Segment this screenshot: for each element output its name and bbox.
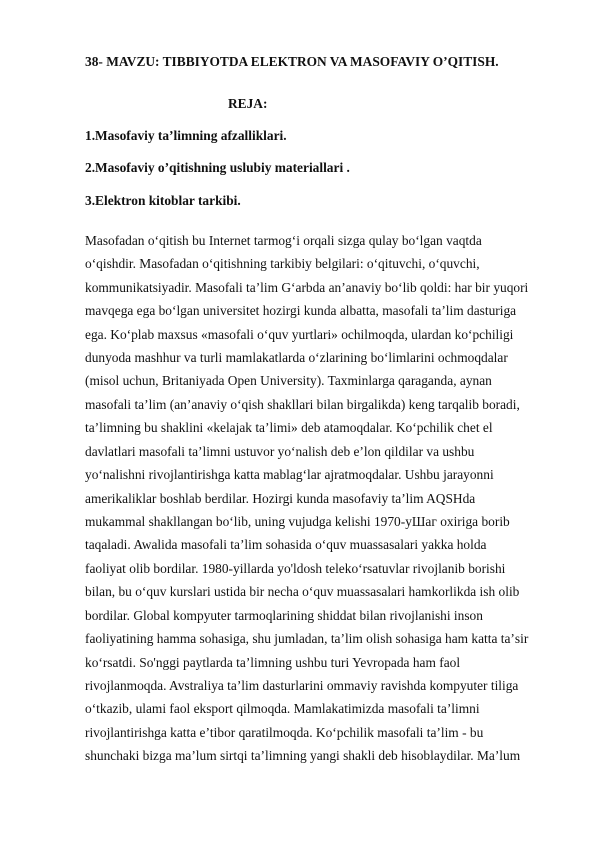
plan-item-2: 2.Masofaviy o’qitishning uslubiy materiallari . (85, 160, 350, 175)
body-line: dunyoda mashhur va turli mamlakatlarda oʻzlarining boʻlimlarini ochmoqdalar (85, 350, 508, 365)
body-line: bordilar. Global kompyuter tarmoqlarining shiddat bilan rivojlanishi inson (85, 608, 483, 623)
body-line: shunchaki bizga maʼlum sirtqi taʼlimning yangi shakli deb hisoblaydilar. Maʼlum (85, 748, 521, 763)
body-line: davlatlari masofali taʼlimni ustuvor yoʻnalish deb eʼlon qildilar va ushbu (85, 444, 475, 459)
body-line: koʻrsatdi. So'nggi paytlarda taʼlimning ushbu turi Yevropada ham faol (85, 655, 461, 670)
plan-item-3: 3.Elektron kitoblar tarkibi. (85, 193, 241, 208)
body-line: ega. Koʻplab maxsus «masofali oʻquv yurtlari» ochilmoqda, ulardan koʻpchiligi (85, 327, 514, 342)
body-line: rivojlantirishga katta eʼtibor qaratilmoqda. Koʻpchilik masofali taʼlim - bu (85, 725, 484, 740)
body-line: (misol uchun, Britaniyada Open University). Taxminlarga qaraganda, aynan (85, 373, 492, 388)
body-line: yoʻnalishni rivojlantirishga katta mablagʻlar ajratmoqdalar. Ushbu jarayonni (85, 467, 494, 482)
body-line: masofali taʼlim (anʼanaviy oʻqish shakllari bilan birgalikda) keng tarqalib boradi, (85, 397, 520, 412)
body-line: faoliyat olib bordilar. 1980-yillarda yo'ldosh telekoʻrsatuvlar rivojlanib borishi (85, 561, 506, 576)
plan-heading: REJA: (228, 96, 268, 111)
plan-item-1: 1.Masofaviy ta’limning afzalliklari. (85, 128, 287, 143)
body-line: Masofadan oʻqitish bu Internet tarmogʻi orqali sizga qulay boʻlgan vaqtda (85, 233, 482, 248)
body-line: bilan, bu oʻquv kurslari ustida bir necha oʻquv muassasalari hamkorlikda ish olib (85, 584, 520, 599)
body-line: taqaladi. Awalida masofali taʼlim sohasida oʻquv muassasalari yakka holda (85, 537, 487, 552)
body-line: amerikaliklar boshlab berdilar. Hozirgi kunda masofaviy taʼlim AQSHda (85, 491, 476, 506)
body-line: mavqega ega boʻlgan universitet hozirgi kunda albatta, masofali taʼlim dasturiga (85, 303, 517, 318)
body-line: oʻqishdir. Masofadan oʻqitishning tarkibiy belgilari: oʻqituvchi, oʻquvchi, (85, 256, 480, 271)
body-line: taʼlimning bu shaklini «kelajak taʼlimi» deb atamoqdalar. Koʻpchilik chet el (85, 420, 493, 435)
body-line: oʻtkazib, ulami faol eksport qilmoqda. Mamlakatimizda masofali taʼlimni (85, 701, 480, 716)
body-line: mukammal shakllangan boʻlib, uning vujudga kelishi 1970-уШаг oxiriga borib (85, 514, 510, 529)
body-line: kommunikatsiyadir. Masofali taʼlim Gʻarbda anʼanaviy boʻlib qoldi: har bir yuqori (85, 280, 529, 295)
page-title: 38- MAVZU: TIBBIYOTDA ELEKTRON VA MASOFAVIY O’QITISH. (85, 54, 499, 69)
body-line: rivojlanmoqda. Avstraliya taʼlim dasturlarini ommaviy ravishda kompyuter tiliga (85, 678, 519, 693)
body-line: faoliyatining hamma sohasiga, shu jumladan, taʼlim olish sohasiga ham katta taʼsir (85, 631, 529, 646)
